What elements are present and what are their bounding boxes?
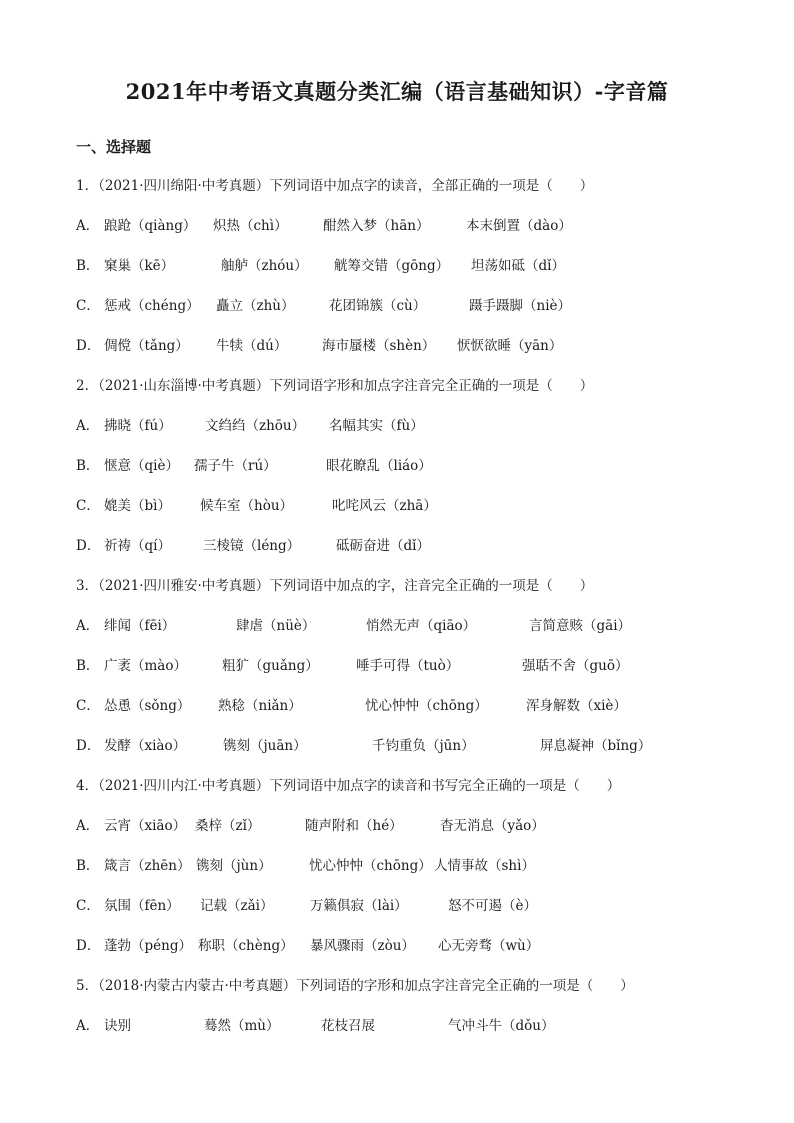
answer-option (76, 536, 716, 556)
option-term: 悄然无声（qiāo） (366, 618, 477, 634)
option-term: 箴言（zhēn） (104, 858, 191, 874)
option-letter: C． (76, 698, 100, 714)
option-term: 惬意（qiè） (104, 458, 179, 474)
option-term: 觥筹交错（gōng） (334, 258, 450, 274)
option-term: 记载（zǎi） (200, 898, 274, 914)
option-term: 怒不可遏（è） (448, 898, 537, 914)
option-letter: C． (76, 498, 100, 514)
option-term: 牛犊（dú） (216, 338, 288, 354)
option-term: 倜傥（tǎng） (104, 338, 189, 354)
option-term: 孺子牛（rú） (194, 458, 277, 474)
option-term: 发酵（xiào） (104, 738, 187, 754)
option-term: 眼花瞭乱（liáo） (326, 458, 432, 474)
option-term: 随声附和（hé） (305, 818, 403, 834)
option-term: 气冲斗牛（dǒu） (448, 1018, 555, 1034)
option-term: 称职（chèng） (198, 938, 294, 954)
option-letter: A． (76, 618, 100, 634)
answer-option (76, 896, 716, 916)
question-stem: 4．（2021·四川内江·中考真题）下列词语中加点字的读音和书写完全正确的一项是（ ） (76, 778, 621, 794)
question-stem: 3．（2021·四川雅安·中考真题）下列词语中加点的字，注音完全正确的一项是（ ） (76, 578, 594, 594)
option-term: 祈祷（qí） (104, 538, 171, 554)
option-letter: D． (76, 538, 101, 554)
option-term: 蹑手蹑脚（niè） (469, 298, 572, 314)
option-term: 怂恿（sǒng） (104, 698, 191, 714)
option-letter: A． (76, 1018, 100, 1034)
option-term: 镌刻（juān） (223, 738, 307, 754)
option-term: 云宵（xiāo） (104, 818, 187, 834)
option-term: 氛围（fēn） (104, 898, 180, 914)
option-term: 坦荡如砥（dǐ） (471, 258, 565, 274)
option-letter: A． (76, 218, 100, 234)
option-term: 忧心忡忡（chōng） (309, 858, 432, 874)
option-term: 屏息凝神（bǐng） (540, 738, 652, 754)
option-term: 酣然入梦（hān） (323, 218, 430, 234)
option-term: 千钧重负（jūn） (372, 738, 475, 754)
answer-option (76, 216, 716, 236)
option-term: 三棱镜（léng） (203, 538, 301, 554)
option-letter: B． (76, 458, 100, 474)
answer-option (76, 256, 716, 276)
option-term: 矗立（zhù） (216, 298, 295, 314)
answer-option (76, 656, 716, 676)
option-term: 蓬勃（péng） (104, 938, 192, 954)
option-term: 蓦然（mù） (204, 1018, 280, 1034)
answer-option (76, 416, 716, 436)
document-title: 2021年中考语文真题分类汇编（语言基础知识）-字音篇 (125, 79, 669, 104)
answer-option (76, 936, 716, 956)
option-term: 诀别 (104, 1018, 131, 1034)
option-letter: B． (76, 658, 100, 674)
option-term: 炽热（chì） (213, 218, 288, 234)
option-letter: C． (76, 298, 100, 314)
answer-option (76, 1016, 716, 1036)
option-term: 广袤（mào） (104, 658, 187, 674)
option-term: 强聒不舍（guō） (522, 658, 629, 674)
option-term: 镌刻（jùn） (196, 858, 272, 874)
option-letter: B． (76, 858, 100, 874)
option-term: 恹恹欲睡（yān） (457, 338, 563, 354)
option-term: 绯闻（fēi） (104, 618, 176, 634)
option-term: 暴风骤雨（zòu） (310, 938, 415, 954)
question-stem: 1．（2021·四川绵阳·中考真题）下列词语中加点字的读音，全部正确的一项是（ ） (76, 178, 594, 194)
option-term: 桑梓（zǐ） (195, 818, 261, 834)
question-stem: 2．（2021·山东淄博·中考真题）下列词语字形和加点字注音完全正确的一项是（ ） (76, 378, 594, 394)
option-term: 言简意赅（gāi） (529, 618, 632, 634)
option-term: 海市蜃楼（shèn） (322, 338, 436, 354)
option-term: 砥砺奋进（dǐ） (336, 538, 430, 554)
answer-option (76, 456, 716, 476)
answer-option (76, 296, 716, 316)
option-term: 心无旁骛（wù） (438, 938, 540, 954)
option-letter: B． (76, 258, 100, 274)
option-term: 候车室（hòu） (200, 498, 294, 514)
option-term: 本末倒置（dào） (466, 218, 572, 234)
question-stem: 5．（2018·内蒙古内蒙古·中考真题）下列词语的字形和加点字注音完全正确的一项是（ ） (76, 978, 634, 994)
option-letter: C． (76, 898, 100, 914)
option-letter: A． (76, 418, 100, 434)
option-term: 浑身解数（xiè） (526, 698, 627, 714)
option-term: 忧心忡忡（chōng） (365, 698, 488, 714)
option-term: 文绉绉（zhōu） (205, 418, 306, 434)
option-letter: A． (76, 818, 100, 834)
option-term: 花团锦簇（cù） (329, 298, 427, 314)
option-term: 窠巢（kē） (104, 258, 175, 274)
answer-option (76, 856, 716, 876)
option-term: 媲美（bì） (104, 498, 171, 514)
option-term: 名幅其实（fù） (329, 418, 424, 434)
option-term: 叱咤风云（zhā） (332, 498, 437, 514)
answer-option (76, 736, 716, 756)
option-term: 熟稔（niǎn） (218, 698, 302, 714)
option-term: 踉跄（qiàng） (104, 218, 197, 234)
answer-option (76, 336, 716, 356)
option-term: 舳舻（zhóu） (221, 258, 308, 274)
option-term: 粗犷（guǎng） (222, 658, 319, 674)
option-letter: D． (76, 338, 101, 354)
option-term: 肆虐（nüè） (236, 618, 316, 634)
option-letter: D． (76, 738, 101, 754)
option-term: 杳无消息（yǎo） (440, 818, 545, 834)
option-term: 惩戒（chéng） (104, 298, 200, 314)
answer-option (76, 696, 716, 716)
section-heading: 一、选择题 (76, 138, 152, 156)
option-term: 人情事故（shì） (434, 858, 535, 874)
answer-option (76, 616, 716, 636)
option-term: 花枝召展 (321, 1018, 375, 1034)
answer-option (76, 816, 716, 836)
option-term: 唾手可得（tuò） (356, 658, 460, 674)
option-term: 万籁俱寂（lài） (310, 898, 408, 914)
option-letter: D． (76, 938, 101, 954)
answer-option (76, 496, 716, 516)
option-term: 拂晓（fú） (104, 418, 172, 434)
